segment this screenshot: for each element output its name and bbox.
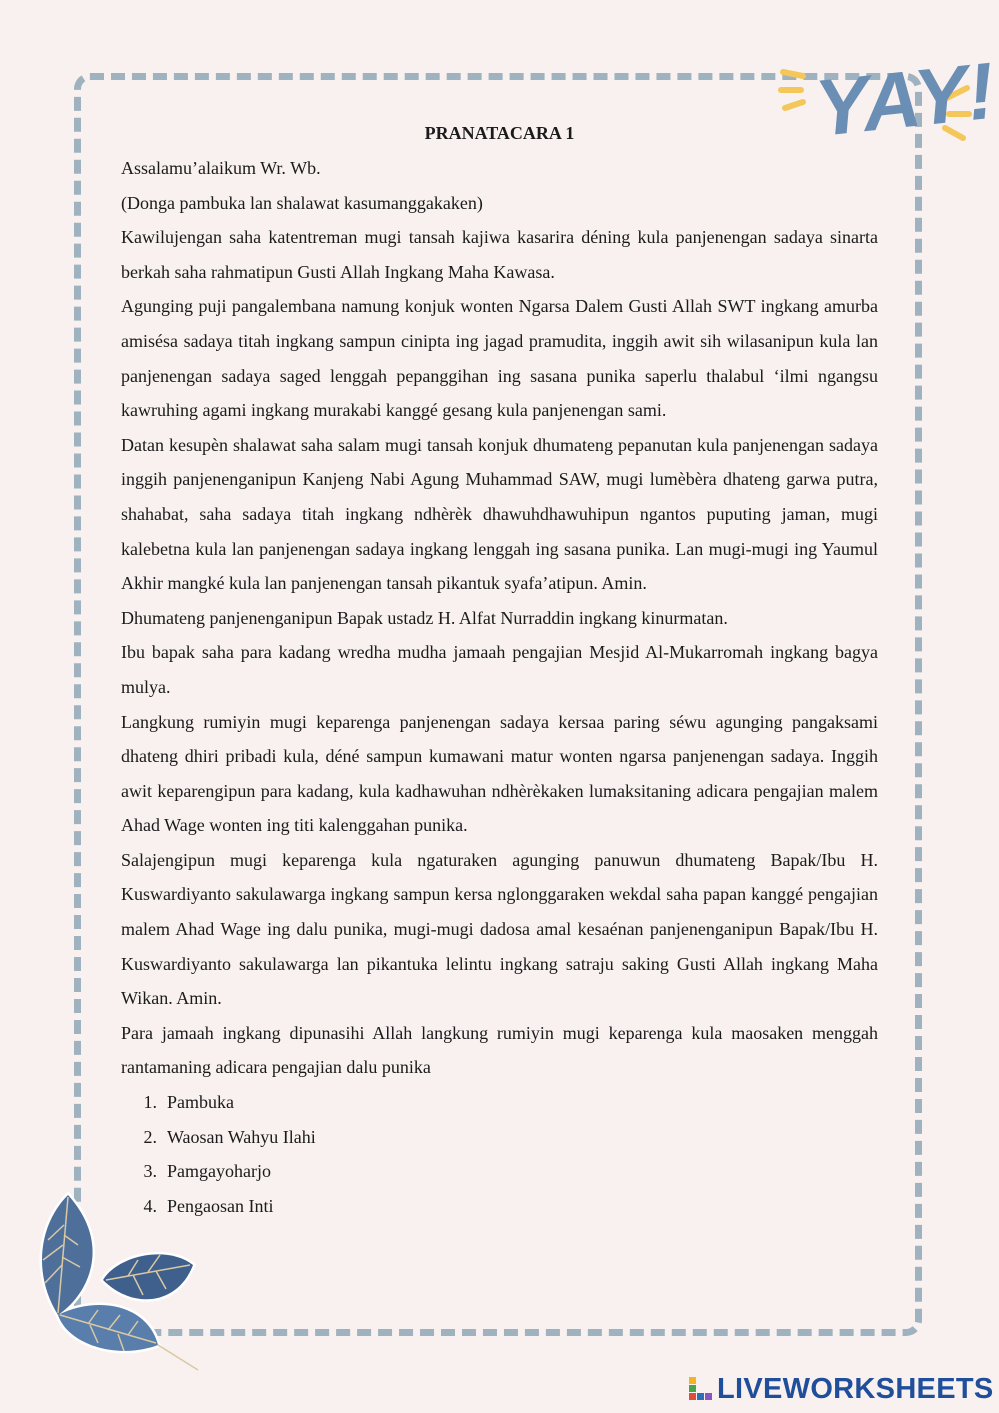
paragraph: Dhumateng panjenenganipun Bapak ustadz H. Alfat Nurraddin ingkang kinurmatan. [121, 607, 728, 628]
list-text: Pamgayoharjo [167, 1161, 271, 1182]
paragraph: Ibu bapak saha para kadang wredha mudha jamaah pengajian Mesjid Al-Mukarromah ingkang bagya mulya. [121, 642, 878, 697]
list-number: 4. [143, 1195, 157, 1216]
paragraph: Agunging puji pangalembana namung konjuk wonten Ngarsa Dalem Gusti Allah SWT ingkang amurba amisésa sadaya titah ingkang sampun cinipta ing jagad pramudita, inggih awit sih wilasanipun kula lan panjenengan sadaya saged lenggah pepanggihan ing sasana punika saperlu thalabul ‘ilmi ngangsu kawruhing agami ingkang murakabi kanggé gesang kula panjenengan sami. [121, 296, 878, 421]
list-text: Pambuka [167, 1092, 234, 1113]
paragraph: Salajengipun mugi keparenga kula ngaturaken agunging panuwun dhumateng Bapak/Ibu H. Kuswardiyanto sakulawarga ingkang sampun kersa nglonggaraken wekdal saha papan kanggé pengajian malem Ahad Wage ing dalu punika, mugi-mugi dadosa amal kesaénan panjenenganipun Bapak/Ibu H. Kuswardiyanto sakulawarga lan pikantuka lelintu ingkang satraju saking Gusti Allah ingkang Maha Wikan. Amin. [121, 849, 878, 1009]
paragraph: Langkung rumiyin mugi keparenga panjenengan sadaya kersaa paring séwu agunging pangaksami dhateng dhiri pribadi kula, déné sampun kumawani matur wonten ngarsa panjenengan sadaya. Inggih awit keparengipun para kadang, kula kadhawuhan ndhèrèkaken lumaksitaning adicara pengajian malem Ahad Wage wonten ing titi kalenggahan punika. [121, 711, 878, 836]
paragraph: (Donga pambuka lan shalawat kasumanggakaken) [121, 192, 483, 213]
paragraph: Kawilujengan saha katentreman mugi tansah kajiwa kasarira déning kula panjenengan sadaya sinarta berkah saha rahmatipun Gusti Allah Ingkang Maha Kawasa. [121, 227, 878, 282]
paragraph: Para jamaah ingkang dipunasihi Allah langkung rumiyin mugi keparenga kula maosaken menggah rantamaning adicara pengajian dalu punika [121, 1022, 878, 1078]
list-number: 2. [143, 1126, 157, 1147]
document-title: PRANATACARA 1 [424, 123, 575, 143]
list-text: Pengaosan Inti [167, 1195, 274, 1216]
paragraph: Datan kesupèn shalawat saha salam mugi tansah konjuk dhumateng pepanutan kula panjenengan sadaya inggih panjenenganipun Kanjeng Nabi Agung Muhammad SAW, mugi lumèbèra dhateng garwa putra, shahabat, saha sadaya titah ingkang ndhèrèk dhawuhdhawuhipun ngantos puputing jaman, mugi kalebetna kula lan panjenengan sadaya ingkang lenggah ing sasana punika. Lan mugi-mugi ing Yaumul Akhir mangké kula lan panjenengan tansah pikantuk syafa’atipun. Amin. [121, 434, 878, 594]
paragraph: Assalamu’alaikum Wr. Wb. [121, 158, 321, 178]
list-text: Waosan Wahyu Ilahi [167, 1126, 316, 1147]
list-item [121, 1189, 878, 1224]
list-item [121, 1085, 878, 1120]
leaf-decoration-icon [28, 1185, 198, 1370]
logo-text: LIVEWORKSHEETS [717, 1372, 994, 1405]
list-item [121, 1154, 878, 1189]
list-number: 3. [143, 1161, 157, 1182]
liveworksheets-mark-icon [689, 1377, 713, 1401]
yay-text: YAY! [810, 45, 999, 154]
agenda-list [121, 1085, 878, 1223]
list-item [121, 1120, 878, 1155]
list-number: 1. [143, 1092, 157, 1113]
liveworksheets-logo [689, 1372, 994, 1406]
document-body [121, 118, 878, 1223]
